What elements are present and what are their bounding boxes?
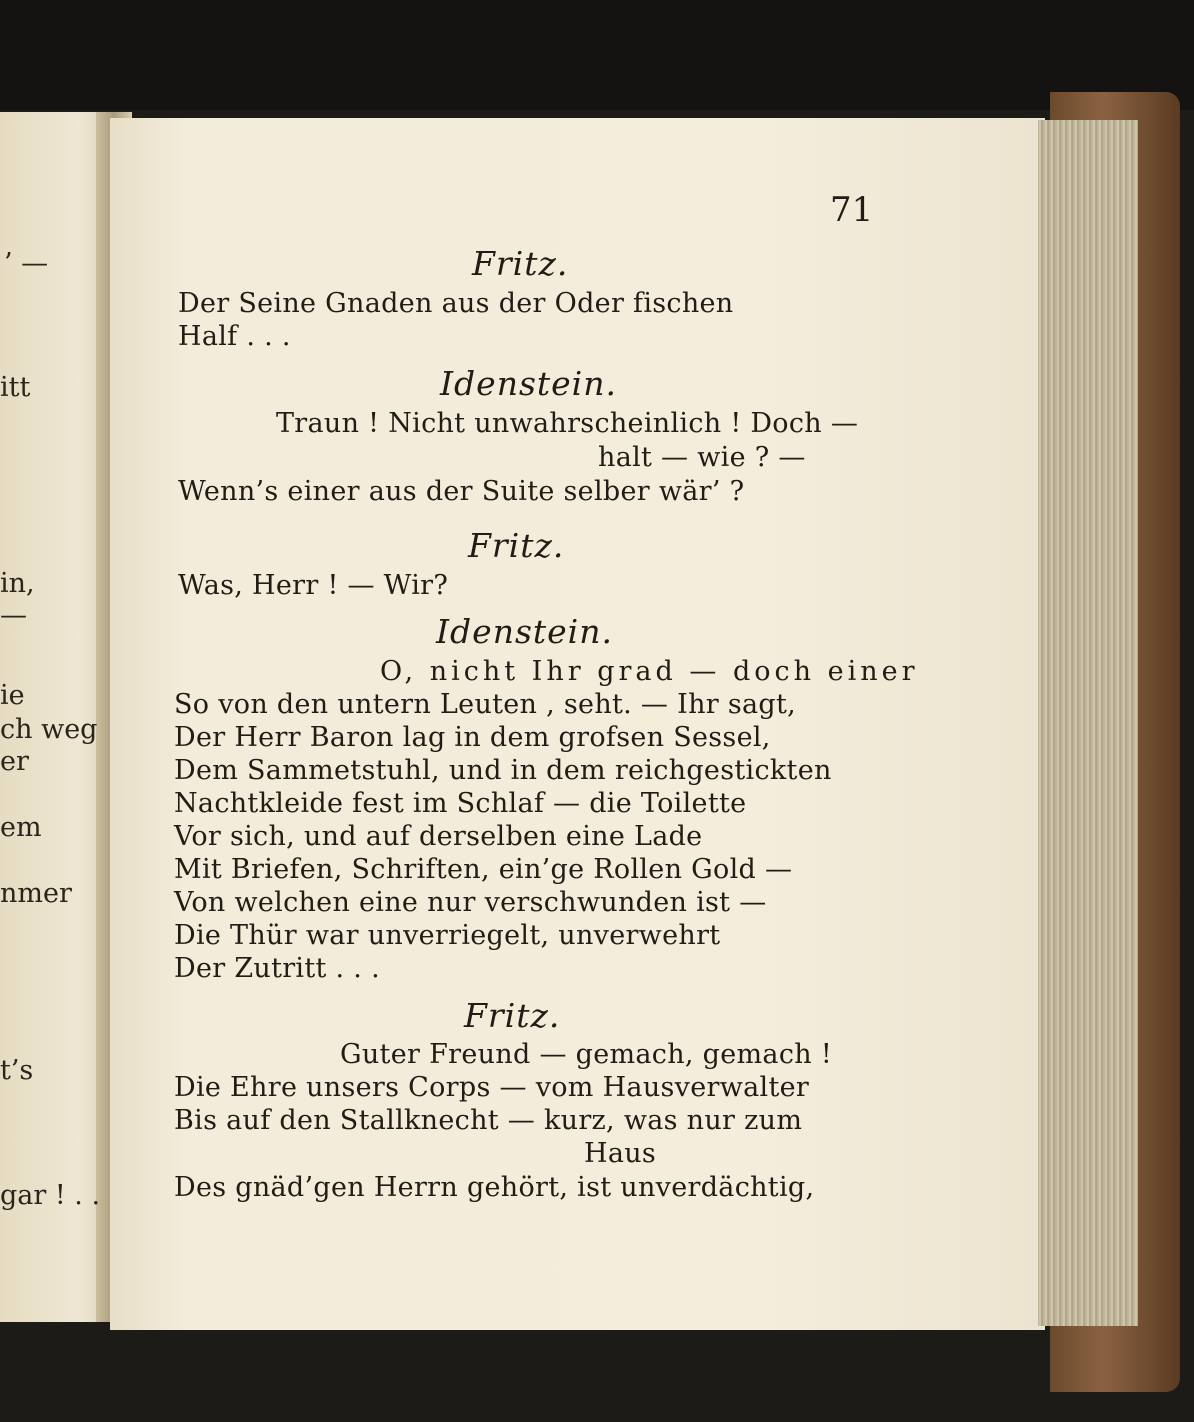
- verse-line: Guter Freund — gemach, gemach !: [340, 1039, 832, 1070]
- verse-line: Der Zutritt . . .: [174, 953, 380, 984]
- verse-line: Wenn’s einer aus der Suite selber wär’ ?: [178, 476, 745, 507]
- verse-line: Der Herr Baron lag in dem grofsen Sessel,: [174, 722, 771, 753]
- verse-line: So von den untern Leuten , seht. — Ihr sagt,: [174, 689, 797, 720]
- speaker-heading: Idenstein.: [440, 364, 617, 403]
- left-fragment: gar ! . .: [0, 1180, 101, 1211]
- speaker-heading: Fritz.: [472, 244, 569, 283]
- page-number: 71: [830, 190, 874, 230]
- left-fragment: nmer: [0, 878, 72, 909]
- left-fragment: t’s: [0, 1055, 34, 1086]
- verse-line: Mit Briefen, Schriften, ein’ge Rollen Gold —: [174, 854, 793, 885]
- page-body: [110, 0, 1040, 1422]
- speaker-heading: Fritz.: [468, 526, 565, 565]
- page-edges: [1038, 120, 1138, 1326]
- verse-line: halt — wie ? —: [598, 442, 806, 473]
- verse-line: Des gnäd’gen Herrn gehört, ist unverdächtig,: [174, 1172, 815, 1203]
- left-fragment: em: [0, 812, 42, 843]
- verse-line: Nachtkleide fest im Schlaf — die Toilette: [174, 788, 747, 819]
- left-fragment: ’ —: [4, 248, 49, 279]
- verse-line: Haus: [584, 1138, 657, 1169]
- left-fragment: ie: [0, 680, 25, 711]
- verse-line: Bis auf den Stallknecht — kurz, was nur zum: [174, 1105, 803, 1136]
- left-fragment: in,: [0, 568, 35, 599]
- verse-line: Der Seine Gnaden aus der Oder fischen: [178, 288, 734, 319]
- left-fragment: —: [0, 600, 27, 631]
- left-fragment: itt: [0, 372, 31, 403]
- left-fragment: er: [0, 746, 29, 777]
- verse-line: Die Thür war unverriegelt, unverwehrt: [174, 920, 721, 951]
- verse-line: Von welchen eine nur verschwunden ist —: [174, 887, 767, 918]
- verse-line: Traun ! Nicht unwahrscheinlich ! Doch —: [276, 408, 859, 439]
- left-fragment: ch weg: [0, 714, 98, 745]
- verse-line: Dem Sammetstuhl, und in dem reichgestickten: [174, 755, 832, 786]
- verse-line: Vor sich, und auf derselben eine Lade: [174, 821, 703, 852]
- verse-line: Half . . .: [178, 321, 291, 352]
- verse-line: Die Ehre unsers Corps — vom Hausverwalter: [174, 1072, 810, 1103]
- verse-line: O, nicht Ihr grad — doch einer: [380, 656, 919, 687]
- verse-line: Was, Herr ! — Wir?: [178, 570, 449, 601]
- left-page-text: [0, 0, 115, 1422]
- speaker-heading: Fritz.: [464, 996, 561, 1035]
- speaker-heading: Idenstein.: [436, 612, 613, 651]
